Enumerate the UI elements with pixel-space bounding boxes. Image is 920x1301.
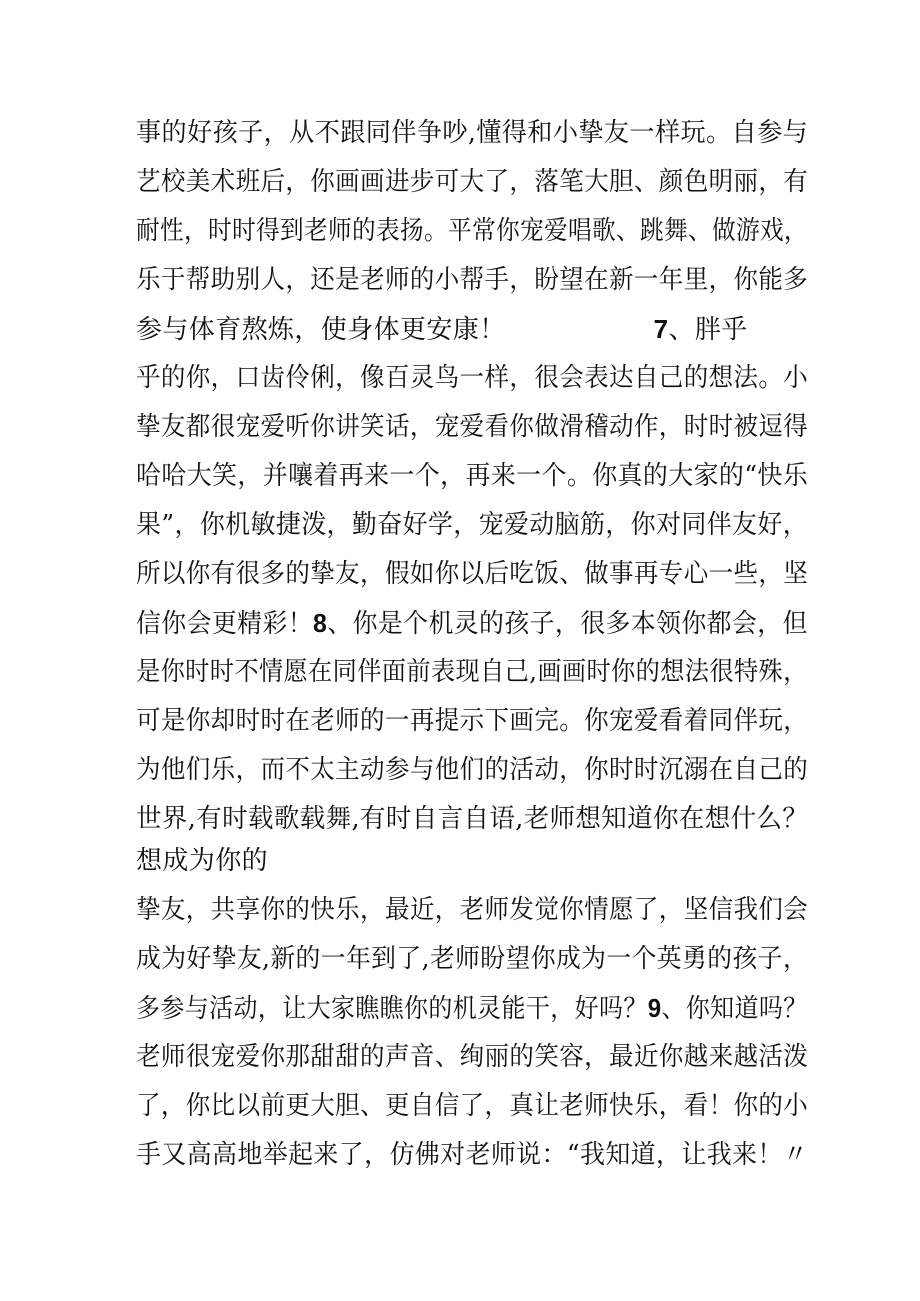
line-text: 世界,有时载歌载舞,有时自言自语,老师想知道你在想什么？ (136, 804, 809, 834)
text-line-2 (136, 159, 809, 205)
line-text: 想成为你的 (136, 846, 269, 876)
line-text: 耐性，时时得到老师的表扬。平常你宠爱唱歌、跳舞、做游戏， (136, 216, 808, 246)
text-line-13 (136, 698, 809, 744)
text-line-7 (136, 404, 809, 450)
text-line-14 (136, 747, 809, 793)
line-text: 了，你比以前更大胆、更自信了，真让老师快乐，看！你的小 (136, 1091, 809, 1121)
text-line-9 (136, 502, 809, 548)
text-line-3 (136, 208, 808, 254)
text-line-6 (136, 355, 809, 401)
text-line-19 (136, 985, 808, 1031)
line-text: 是你时时不情愿在同伴面前表现自己,画画时你的想法很特殊， (136, 657, 808, 687)
text-line-4 (136, 257, 809, 303)
line-text: 成为好挚友,新的一年到了,老师盼望你成为一个英勇的孩子， (136, 944, 809, 974)
item-number-7: 7 (653, 314, 669, 344)
line-text: 挚友都很宠爱听你讲笑话，宠爱看你做滑稽动作，时时被逗得 (136, 412, 809, 442)
item-number-8: 8 (313, 608, 328, 638)
line-text: 多参与活动，让大家瞧瞧你的机灵能干，好吗？ (136, 994, 648, 1024)
line-text: 乐于帮助别人，还是老师的小帮手，盼望在新一年里，你能多 (136, 265, 809, 295)
line-text: 所以你有很多的挚友，假如你以后吃饭、做事再专心一些，坚 (136, 559, 809, 589)
line-text-after: 、你知道吗？ (661, 994, 808, 1024)
line-text: 为他们乐，而不太主动参与他们的活动，你时时沉溺在自己的 (136, 755, 809, 785)
line-text: 哈哈大笑，并嚷着再来一个，再来一个。你真的大家的“快乐 (136, 461, 809, 491)
text-line-17 (136, 887, 809, 933)
text-line-12 (136, 649, 808, 695)
item-number-9: 9 (647, 993, 662, 1023)
text-line-21 (136, 1083, 809, 1129)
line-text: 果”，你机敏捷泼，勤奋好学，宠爱动脑筋，你对同伴友好， (136, 510, 809, 540)
text-line-11 (136, 600, 808, 646)
text-line-22 (136, 1132, 809, 1178)
text-line-20 (136, 1034, 809, 1080)
line-text-after: 、你是个机灵的孩子，很多本领你都会，但 (327, 609, 808, 639)
line-text: 可是你却时时在老师的一再提示下画完。你宠爱看着同伴玩， (136, 706, 809, 736)
line-text: 信你会更精彩！ (136, 609, 314, 639)
line-text: 参与体育熬炼，使身体更安康！ (136, 315, 506, 345)
line-text: 老师很宠爱你那甜甜的声音、绚丽的笑容，最近你越来越活泼 (136, 1042, 809, 1072)
text-line-5 (136, 306, 808, 352)
text-line-18 (136, 936, 809, 982)
text-line-16 (136, 838, 808, 884)
line-text: 艺校美术班后，你画画进步可大了，落笔大胆、颜色明丽，有 (136, 167, 809, 197)
line-text: 挚友，共享你的快乐，最近，老师发觉你情愿了，坚信我们会 (136, 895, 809, 925)
line-text: 手又高高地举起来了，仿佛对老师说：“我知道，让我来！〃 (136, 1140, 809, 1170)
text-line-8 (136, 453, 809, 499)
line-text-after: 、胖乎 (668, 315, 748, 345)
text-line-15 (136, 796, 809, 842)
line-text: 乎的你，口齿伶俐，像百灵鸟一样，很会表达自己的想法。小 (136, 363, 809, 393)
text-line-10 (136, 551, 809, 597)
line-text: 事的好孩子，从不跟同伴争吵,懂得和小挚友一样玩。自参与 (136, 118, 809, 148)
text-line-1 (136, 110, 809, 156)
